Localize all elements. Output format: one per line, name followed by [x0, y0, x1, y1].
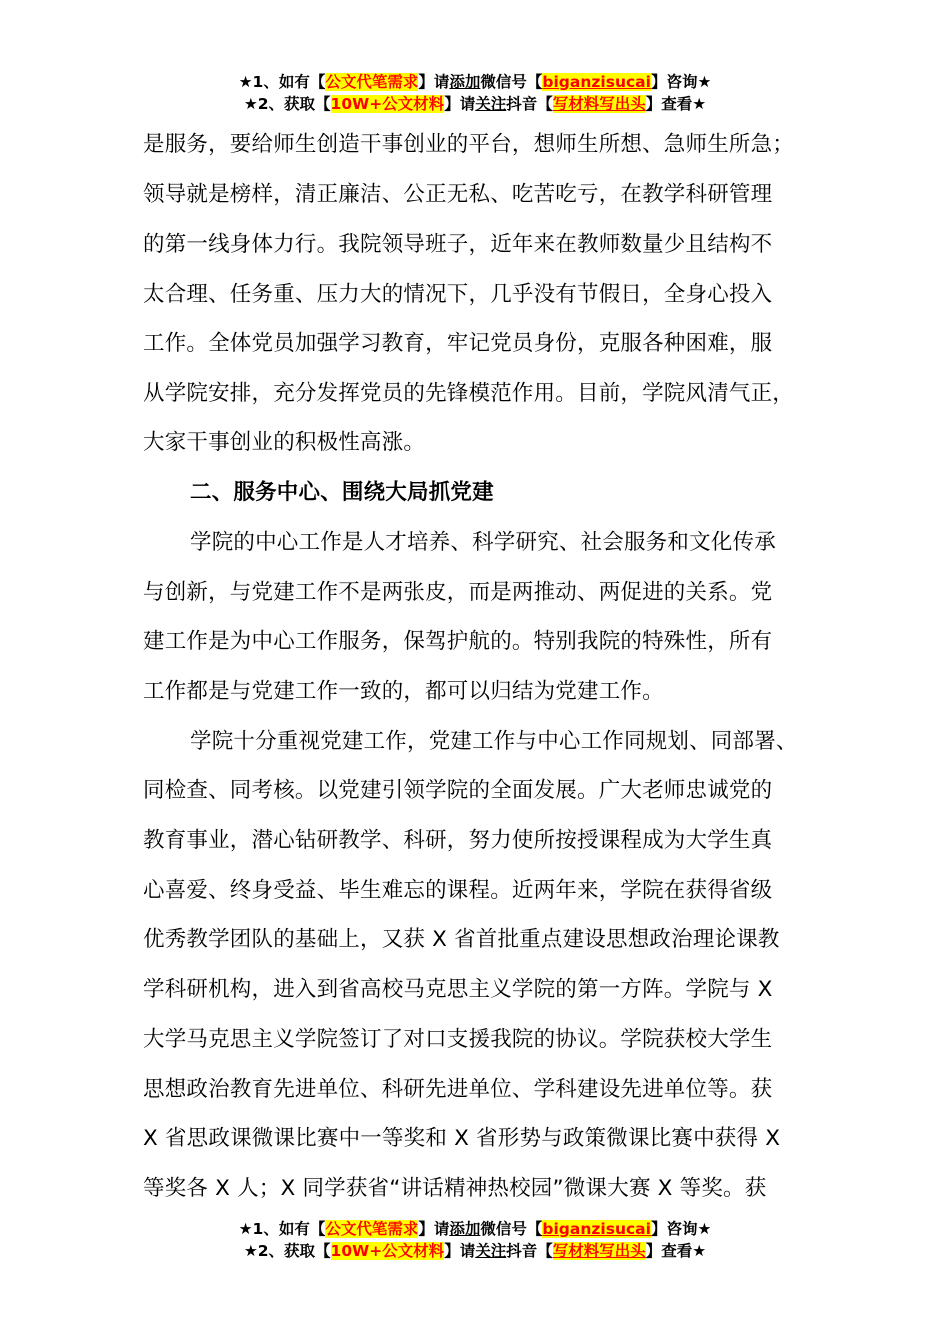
body-line: 工作。全体党员加强学习教育，牢记党员身份，克服各种困难，服 — [143, 331, 773, 356]
header-promo-line-2 — [0, 93, 950, 115]
promo-text: ★2、获取【 — [243, 1242, 331, 1260]
promo-highlight: 公文代笔需求 — [325, 73, 419, 91]
promo-underline: 添加 — [449, 73, 481, 91]
promo-text: 】咨询★ — [650, 73, 712, 91]
promo-highlight: 10W+公文材料 — [330, 95, 445, 113]
section-heading: 二、服务中心、围绕大局抓党建 — [190, 480, 494, 505]
promo-wechat-id: biganzisucai — [542, 73, 651, 91]
body-line: 优秀教学团队的基础上，又获 X 省首批重点建设思想政治理论课教 — [143, 927, 780, 952]
body-line: 教育事业，潜心钻研教学、科研，努力使所按授课程成为大学生真 — [143, 828, 773, 853]
body-line: 等奖各 X 人；X 同学获省“讲话精神热校园”微课大赛 X 等奖。获 — [143, 1176, 767, 1201]
promo-douyin-name: 写材料写出头 — [552, 1242, 646, 1260]
body-line: 大学马克思主义学院签订了对口支援我院的协议。学院获校大学生 — [143, 1027, 773, 1052]
body-line: 领导就是榜样，清正廉洁、公正无私、吃苦吃亏，在教学科研管理 — [143, 182, 773, 207]
body-line: 是服务，要给师生创造干事创业的平台，想师生所想、急师生所急； — [143, 132, 795, 157]
promo-text: 】咨询★ — [650, 1220, 712, 1238]
promo-underline: 添加 — [449, 1220, 481, 1238]
header-promo-line-1 — [0, 71, 950, 93]
promo-text: 抖音【 — [506, 1242, 553, 1260]
body-line: 大家干事创业的积极性高涨。 — [143, 430, 426, 455]
body-line: 学科研机构，进入到省高校马克思主义学院的第一方阵。学院与 X — [143, 977, 773, 1002]
footer-promo-line-2 — [0, 1240, 950, 1262]
body-line: 的第一线身体力行。我院领导班子，近年来在教师数量少且结构不 — [143, 232, 773, 257]
body-line: 建工作是为中心工作服务，保驾护航的。特别我院的特殊性，所有 — [143, 629, 773, 654]
body-line: 工作都是与党建工作一致的，都可以归结为党建工作。 — [143, 679, 664, 704]
promo-text: 】请 — [418, 1220, 450, 1238]
body-line: 与创新，与党建工作不是两张皮，而是两推动、两促进的关系。党 — [143, 580, 773, 605]
promo-text: 】请 — [444, 1242, 476, 1260]
body-line: 同检查、同考核。以党建引领学院的全面发展。广大老师忠诚党的 — [143, 778, 773, 803]
promo-underline: 关注 — [475, 1242, 507, 1260]
body-line: 心喜爱、终身受益、毕生难忘的课程。近两年来，学院在获得省级 — [143, 878, 773, 903]
promo-highlight: 公文代笔需求 — [325, 1220, 419, 1238]
body-line: 学院十分重视党建工作，党建工作与中心工作同规划、同部署、 — [190, 729, 798, 754]
promo-underline: 关注 — [475, 95, 507, 113]
promo-wechat-id: biganzisucai — [542, 1220, 651, 1238]
promo-text: 】查看★ — [645, 95, 707, 113]
promo-text: 】查看★ — [645, 1242, 707, 1260]
promo-text: 】请 — [418, 73, 450, 91]
promo-text: ★2、获取【 — [243, 95, 331, 113]
body-line: 太合理、任务重、压力大的情况下，几乎没有节假日，全身心投入 — [143, 282, 773, 307]
promo-text: ★1、如有【 — [238, 73, 326, 91]
footer-promo-line-1 — [0, 1218, 950, 1240]
promo-text: ★1、如有【 — [238, 1220, 326, 1238]
promo-text: 微信号【 — [480, 1220, 543, 1238]
body-line: 从学院安排，充分发挥党员的先锋模范作用。目前，学院风清气正， — [143, 381, 795, 406]
promo-text: 抖音【 — [506, 95, 553, 113]
promo-text: 】请 — [444, 95, 476, 113]
body-line: 思想政治教育先进单位、科研先进单位、学科建设先进单位等。获 — [143, 1077, 773, 1102]
promo-douyin-name: 写材料写出头 — [552, 95, 646, 113]
promo-text: 微信号【 — [480, 73, 543, 91]
promo-highlight: 10W+公文材料 — [330, 1242, 445, 1260]
body-line: X 省思政课微课比赛中一等奖和 X 省形势与政策微课比赛中获得 X — [143, 1126, 781, 1151]
body-line: 学院的中心工作是人才培养、科学研究、社会服务和文化传承 — [190, 530, 776, 555]
